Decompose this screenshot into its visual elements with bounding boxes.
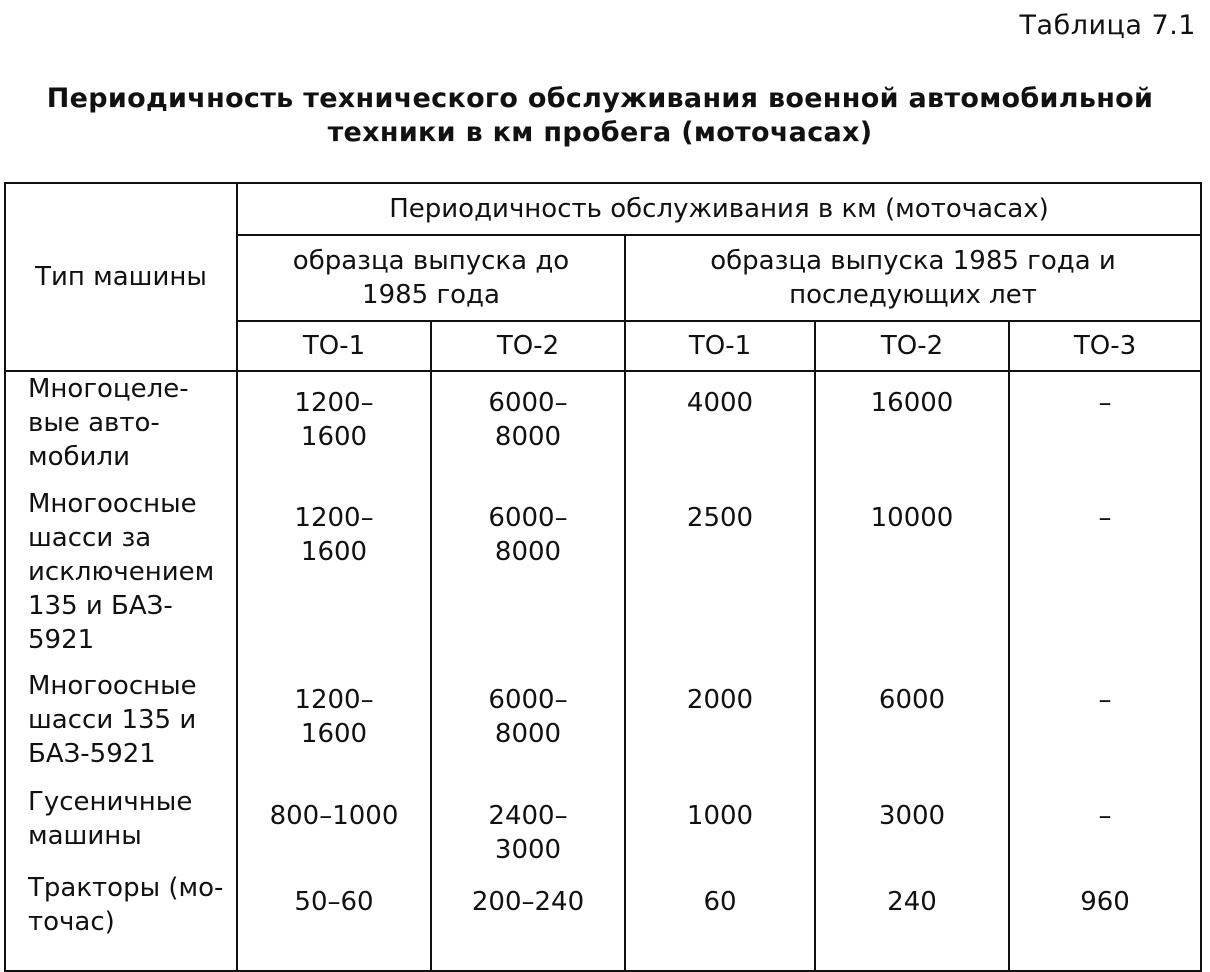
cell-machine-type-line: исключением — [28, 557, 215, 587]
cell-new-to2 — [815, 371, 1009, 487]
cell-new-to3 — [1009, 371, 1201, 487]
cell-new-to1 — [625, 487, 815, 669]
cell-new-to3 — [1009, 669, 1201, 785]
cell-old-to2 — [431, 871, 625, 971]
table-title-line-1: Периодичность технического обслуживания военной автомобильной — [46, 83, 1154, 114]
cell-new-to2-line: 240 — [887, 887, 937, 917]
cell-old-to2-line: 8000 — [494, 422, 562, 452]
cell-old-to2 — [431, 487, 625, 669]
header-new-to1: ТО-1 — [625, 321, 815, 371]
cell-machine-type-line: Многоцеле- — [28, 374, 189, 404]
cell-old-to1-line: 800–1000 — [269, 801, 399, 831]
cell-machine-type — [5, 669, 237, 785]
table-row — [5, 871, 1201, 971]
table-title-line-2: техники в км пробега (моточасах) — [327, 117, 873, 148]
cell-new-to1 — [625, 871, 815, 971]
cell-old-to2-line: 6000– — [488, 685, 568, 715]
cell-machine-type — [5, 487, 237, 669]
header-before-1985-line: образца выпуска до — [292, 246, 570, 276]
header-old-to1: ТО-1 — [237, 321, 431, 371]
cell-old-to2 — [431, 371, 625, 487]
cell-old-to1 — [237, 871, 431, 971]
cell-new-to1-line: 4000 — [686, 388, 754, 418]
cell-machine-type-line: 135 и БАЗ- — [28, 591, 173, 621]
cell-new-to1 — [625, 371, 815, 487]
cell-old-to1-line: 1600 — [300, 719, 368, 749]
cell-old-to2-line: 2400– — [488, 801, 568, 831]
cell-old-to1-line: 1200– — [294, 388, 374, 418]
cell-new-to2 — [815, 669, 1009, 785]
header-after-1985 — [625, 235, 1201, 321]
cell-new-to1-line: 1000 — [686, 801, 754, 831]
cell-new-to1-line: 60 — [703, 887, 737, 917]
cell-machine-type-line: шасси за — [28, 523, 152, 553]
header-after-1985-line: образца выпуска 1985 года и — [710, 246, 1116, 276]
cell-old-to1-line: 1200– — [294, 685, 374, 715]
cell-old-to1 — [237, 785, 431, 871]
cell-old-to2-line: 6000– — [488, 503, 568, 533]
cell-new-to1 — [625, 669, 815, 785]
header-after-1985-line: последующих лет — [789, 280, 1037, 310]
table-number: Таблица 7.1 — [1019, 10, 1196, 41]
cell-machine-type-line: Многоосные — [28, 489, 197, 519]
cell-new-to3-line: – — [1098, 801, 1112, 831]
cell-old-to2-line: 8000 — [494, 719, 562, 749]
table-body — [5, 371, 1201, 971]
cell-machine-type-line: машины — [28, 821, 142, 851]
table-row — [5, 487, 1201, 669]
cell-new-to1-line: 2000 — [686, 685, 754, 715]
cell-old-to1-line: 50–60 — [294, 887, 374, 917]
header-new-to3: ТО-3 — [1009, 321, 1201, 371]
cell-machine-type — [5, 785, 237, 871]
cell-old-to2 — [431, 669, 625, 785]
cell-new-to2-line: 3000 — [878, 801, 946, 831]
cell-old-to1 — [237, 487, 431, 669]
cell-old-to1-line: 1200– — [294, 503, 374, 533]
cell-machine-type-line: БАЗ-5921 — [28, 739, 156, 769]
cell-new-to2-line: 16000 — [870, 388, 954, 418]
table-row — [5, 371, 1201, 487]
table-row — [5, 669, 1201, 785]
cell-old-to2-line: 3000 — [494, 835, 562, 865]
cell-new-to3 — [1009, 785, 1201, 871]
cell-new-to3 — [1009, 487, 1201, 669]
cell-old-to2-line: 6000– — [488, 388, 568, 418]
cell-old-to2-line: 200–240 — [471, 887, 585, 917]
cell-machine-type-line: вые авто- — [28, 408, 160, 438]
header-periodicity: Периодичность обслуживания в км (моточасах) — [237, 183, 1201, 235]
cell-old-to1-line: 1600 — [300, 537, 368, 567]
cell-new-to3-line: – — [1098, 685, 1112, 715]
cell-old-to2-line: 8000 — [494, 537, 562, 567]
table-row — [5, 785, 1201, 871]
cell-machine-type-line: мобили — [28, 442, 130, 472]
cell-new-to2-line: 6000 — [878, 685, 946, 715]
cell-machine-type — [5, 371, 237, 487]
cell-new-to2 — [815, 871, 1009, 971]
cell-new-to1 — [625, 785, 815, 871]
cell-new-to1-line: 2500 — [686, 503, 754, 533]
table-title — [0, 82, 1200, 150]
cell-machine-type-line: 5921 — [28, 625, 95, 655]
cell-machine-type-line: Гусеничные — [28, 787, 193, 817]
cell-new-to2 — [815, 785, 1009, 871]
maintenance-table — [4, 182, 1202, 972]
cell-machine-type-line: точас) — [28, 907, 115, 937]
header-new-to2: ТО-2 — [815, 321, 1009, 371]
cell-new-to2 — [815, 487, 1009, 669]
header-machine-type: Тип машины — [5, 183, 237, 371]
cell-new-to3-line: – — [1098, 388, 1112, 418]
cell-new-to2-line: 10000 — [870, 503, 954, 533]
cell-old-to1-line: 1600 — [300, 422, 368, 452]
header-before-1985 — [237, 235, 625, 321]
cell-machine-type-line: шасси 135 и — [28, 705, 197, 735]
cell-old-to1 — [237, 669, 431, 785]
cell-old-to1 — [237, 371, 431, 487]
cell-new-to3-line: – — [1098, 503, 1112, 533]
cell-new-to3-line: 960 — [1080, 887, 1130, 917]
cell-machine-type-line: Многоосные — [28, 671, 197, 701]
cell-new-to3 — [1009, 871, 1201, 971]
header-old-to2: ТО-2 — [431, 321, 625, 371]
cell-machine-type — [5, 871, 237, 971]
cell-old-to2 — [431, 785, 625, 871]
header-before-1985-line: 1985 года — [362, 280, 500, 310]
cell-machine-type-line: Тракторы (мо- — [28, 873, 224, 903]
